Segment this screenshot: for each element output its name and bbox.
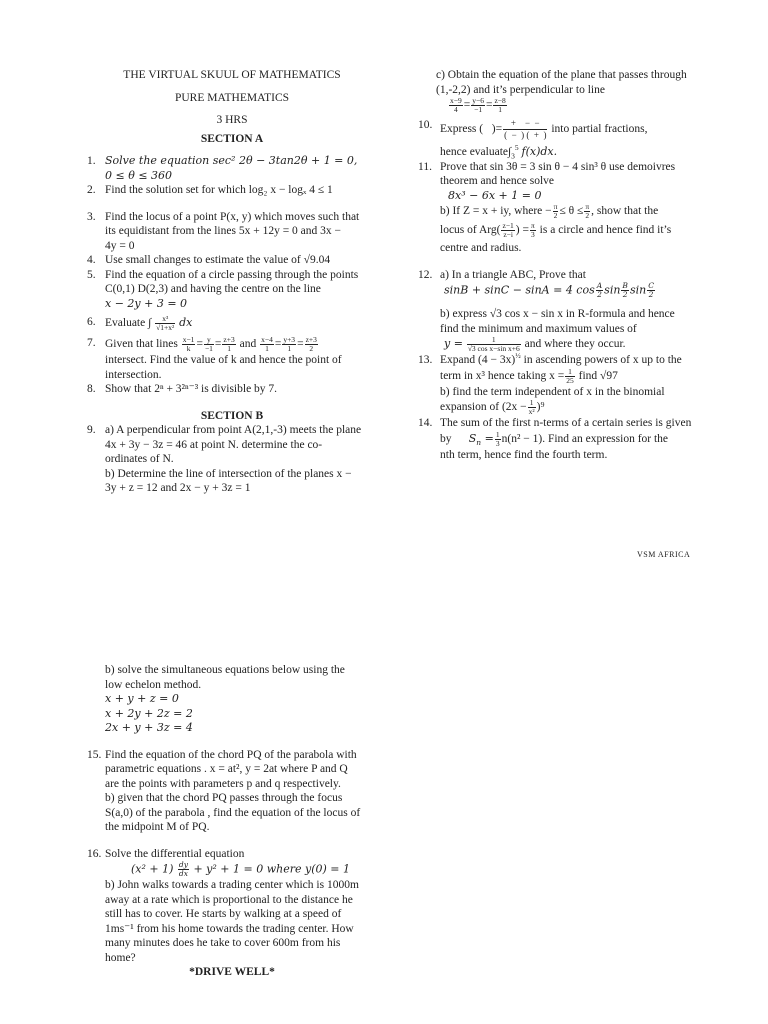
question-text: Solve the equation sec² 2θ − 3tan2θ + 1 = 0, [105, 154, 358, 167]
question-text: intersection. [105, 368, 162, 381]
question-text: away at a rate which is proportional to the distance he [105, 893, 353, 906]
question-text: (1,-2,2) and it’s perpendicular to line [436, 83, 605, 96]
question-14 [418, 416, 708, 462]
evaluate-label: Evaluate ∫ [105, 317, 152, 330]
question-number: 14. [418, 417, 433, 429]
closing-line: *DRIVE WELL* [189, 966, 275, 978]
question-text: 4x + 3y − 3z = 46 at point N. determine the co- [105, 438, 323, 451]
question-text: a) A perpendicular from point A(2,1,-3) meets the plane [105, 424, 362, 436]
question-number: 7. [87, 337, 96, 349]
question-text: parametric equations . x = at², y = 2at where P and Q [105, 763, 348, 775]
footer-tag: VSM AFRICA [637, 550, 691, 559]
question-text: ordinates of N. [105, 453, 174, 465]
question-text: 0 ≤ θ ≤ 360 [105, 168, 173, 182]
question-text: find the minimum and maximum values of [440, 322, 637, 335]
question-number: 11. [418, 160, 432, 173]
question-13 [418, 353, 708, 416]
section-b-heading: SECTION B [200, 409, 264, 422]
question-11 [418, 160, 708, 256]
question-7 [87, 336, 377, 382]
question-number: 16. [87, 847, 102, 860]
line-equation: $\frac{x-9}{4}$ = $\frac{y-6}{-1}$ = $\frac{z-8}{1}$ [450, 96, 506, 114]
question-text: Express ( )= $\frac{+ - -}{( - ) ( + )}$ into partial fractions, [440, 118, 648, 140]
question-text: by $S_n$ = $\frac{1}{3}$ n(n² − 1). Find an expression for the [440, 429, 669, 448]
question-10 [418, 118, 708, 160]
question-text: Prove that sin 3θ = 3 sin θ − 4 sin³ θ use demoivres [440, 160, 676, 173]
question-text: b) given that the chord PQ passes through the focus [105, 792, 343, 804]
differential-equation: (x² + 1) $\frac{dy}{dx}$ + y² + 1 = 0 where y(0) = 1 [131, 860, 350, 878]
question-3 [87, 210, 377, 254]
right-column [418, 68, 708, 462]
question-number: 9. [87, 424, 96, 436]
lower-column [87, 663, 377, 980]
question-15 [87, 748, 377, 835]
question-number: 1. [87, 155, 96, 167]
question-text: S(a,0) of the parabola , find the equation of the locus of [105, 806, 361, 819]
question-text: c) Obtain the equation of the plane that passes through [436, 69, 687, 81]
question-text: b) find the term independent of x in the binomial [440, 385, 665, 398]
question-4 [87, 253, 377, 268]
question-text: are the points with parameters p and q respectively. [105, 777, 341, 790]
integrand-fraction: $\frac{\text{x³}}{\text{√1+x²}}$ [156, 314, 175, 332]
question-text: the midpoint M of PQ. [105, 821, 210, 833]
equation: 2x + y + 3z = 4 [105, 721, 193, 734]
question-14b [87, 663, 377, 736]
question-text: low echelon method. [105, 678, 202, 691]
question-text: still has to cover. He starts by walking at a speed of [105, 908, 342, 920]
question-text: b) solve the simultaneous equations below using the [105, 664, 345, 676]
question-text: 8x³ − 6x + 1 = 0 [448, 188, 542, 202]
question-text: 3y + z = 12 and 2x − y + 3z = 1 [105, 482, 251, 494]
question-text: Show that 2ⁿ + 3²ⁿ⁻³ is divisible by 7. [105, 383, 278, 395]
question-text: The sum of the first n-terms of a certain series is given [440, 417, 692, 429]
equation: x + y + z = 0 [105, 692, 179, 705]
left-column [87, 68, 377, 496]
question-number: 4. [87, 254, 96, 266]
question-number: 15. [87, 748, 102, 761]
question-16 [87, 847, 377, 966]
question-text: Find the solution set for which log₂ x − logₓ 4 ≤ 1 [105, 184, 333, 196]
question-text: theorem and hence solve [440, 175, 554, 187]
question-text: b) John walks towards a trading center which is 1000m [105, 879, 359, 891]
question-text [105, 315, 377, 332]
question-5 [87, 268, 377, 312]
question-number: 12. [418, 268, 433, 281]
question-text: a) In a triangle ABC, Prove that [440, 268, 586, 281]
question-text: C(0,1) D(2,3) and having the centre on the line [105, 283, 321, 295]
question-text: sinB + sinC − sinA = 4 cos $\frac{A}{2}$ sin $\frac{B}{2}$ sin $\frac{C}{2}$ [444, 281, 654, 299]
equation: x + 2y + 2z = 2 [105, 706, 193, 720]
question-text: Solve the differential equation [105, 847, 245, 860]
subject-title: PURE MATHEMATICS [174, 91, 290, 104]
school-title: THE VIRTUAL SKUUL OF MATHEMATICS [123, 69, 341, 81]
question-text: term in x³ hence taking x = $\frac{1}{25}$ find √97 [440, 366, 618, 385]
question-text: many minutes does he take to cover 600m from his [105, 937, 341, 949]
question-text: Given that lines $\frac{x-1}{k}$ = $\frac{y}{-1}$ = $\frac{z+3}{1}$ and $\frac{x-4}{1}$ = $\frac{y+3}{1}$ = $\frac{z+3}{2}$ [105, 335, 317, 353]
question-12 [418, 268, 708, 354]
question-text: its equidistant from the lines 5x + 12y = 0 and 3x − [105, 225, 342, 237]
question-number: 6. [87, 316, 96, 328]
question-9 [87, 423, 377, 496]
question-text: home? [105, 951, 136, 964]
question-number: 3. [87, 210, 96, 223]
question-number: 5. [87, 268, 96, 281]
question-number: 2. [87, 184, 96, 196]
question-text: x − 2y + 3 = 0 [105, 296, 188, 310]
question-1 [87, 154, 377, 183]
question-text: centre and radius. [440, 242, 522, 254]
duration: 3 HRS [216, 114, 248, 126]
section-a-heading: SECTION A [200, 132, 264, 145]
question-text: Find the equation of a circle passing through the points [105, 268, 359, 281]
question-text: locus of Arg( $\frac{z-1}{z-i}$ ) = $\frac{\pi}{3}$ is a circle and hence find it’s [440, 221, 672, 239]
question-text: Expand $(4 - 3x)^{\frac{1}{2}}$ in ascending powers of x up to the [440, 351, 682, 366]
question-text: y = $\frac{1}{\text{√3 cos x−sin x+6}}$ and where they occur. [444, 335, 626, 353]
question-6 [87, 315, 377, 332]
differential: dx [179, 316, 193, 330]
question-8 [87, 382, 377, 397]
question-text: b) Determine the line of intersection of the planes x − [105, 467, 352, 480]
question-9c [418, 68, 708, 114]
question-text: 4y = 0 [105, 239, 135, 252]
question-number: 8. [87, 383, 96, 395]
question-text: hence $evaluate\int_3^5$ f(x)dx. [440, 143, 558, 161]
question-text: Find the equation of the chord PQ of the parabola with [105, 748, 357, 761]
question-text: Find the locus of a point P(x, y) which moves such that [105, 210, 360, 223]
question-text: Use small changes to estimate the value of √9.04 [105, 254, 331, 266]
question-text: nth term, hence find the fourth term. [440, 448, 608, 461]
question-text: 1ms⁻¹ from his home towards the trading center. How [105, 922, 354, 935]
question-text: b) express √3 cos x − sin x in R-formula and hence [440, 308, 675, 320]
question-text: intersect. Find the value of k and hence the point of [105, 354, 342, 366]
question-2 [87, 183, 377, 198]
question-text: expansion of (2x − $\frac{1}{\text{x²}}$ )⁹ [440, 398, 545, 416]
question-number: 13. [418, 354, 433, 366]
question-number: 10. [418, 119, 433, 131]
question-text: b) If Z = x + iy, where − $\frac{\pi}{2}$ ≤ θ ≤ $\frac{\pi}{2}$ , show that the [440, 202, 659, 220]
